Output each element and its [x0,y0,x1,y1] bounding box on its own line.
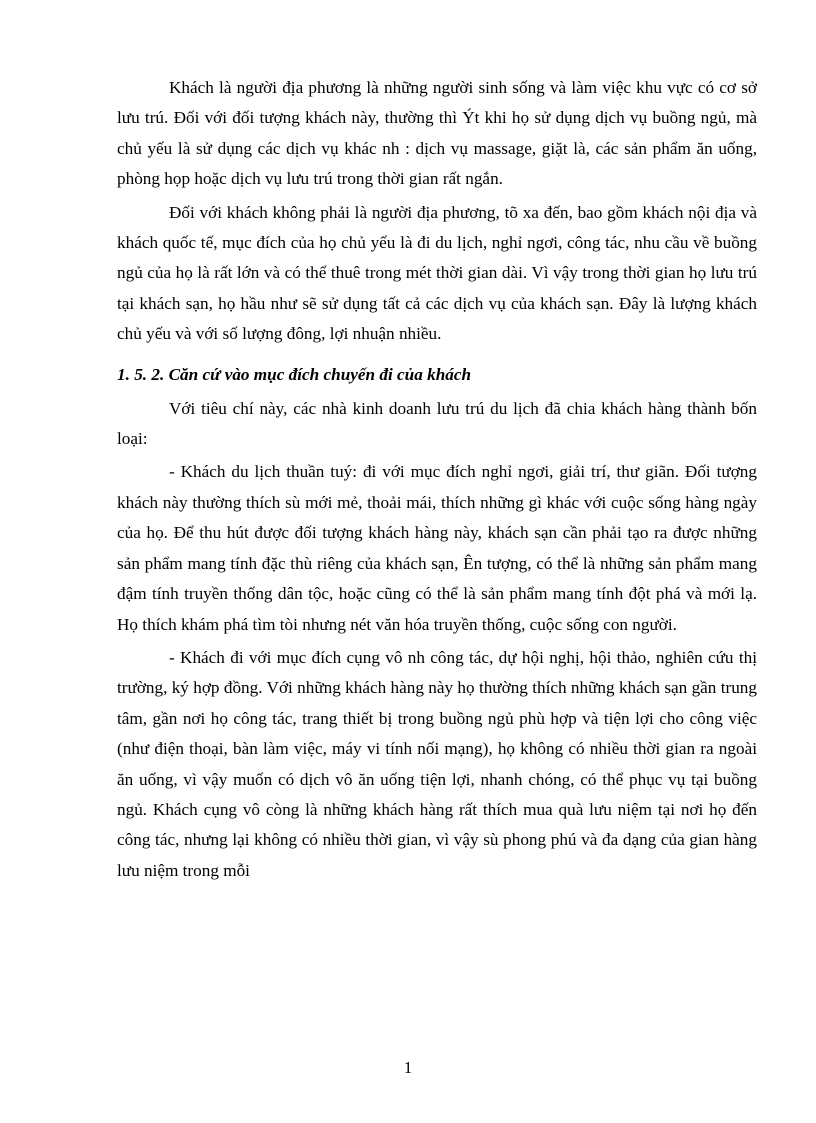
paragraph-business-guests: - Khách đi với mục đích cụng vô nh công tác, dự hội nghị, hội thảo, nghiên cứu thị trường, ký hợp đồng. Với những khách hàng này họ thường thích những khách sạn gần trung tâm, gần nơi họ công tác, trang thiết bị trong buồng ngủ phù hợp và tiện lợi cho công việc (như điện thoại, bàn làm việc, máy vi tính nối mạng), họ không có nhiều thời gian ra ngoài ăn uống, vì vậy muốn có dịch vô ăn uống tiện lợi, nhanh chóng, có thể phục vụ tại buồng ngủ. Khách cụng vô còng là những khách hàng rất thích mua quà lưu niệm tại nơi họ đến công tác, nhưng lại không có nhiều thời gian, vì vậy sù phong phú và đa dạng của gian hàng lưu niệm trong mỗi [117,647,757,880]
paragraph-leisure-guests: - Khách du lịch thuần tuý: đi với mục đích nghỉ ngơi, giải trí, thư giãn. Đối tượng khách này thường thích sù mới mẻ, thoải mái, thích những gì khác với cuộc sống hàng ngày của họ. Để thu hút được đối tượng khách hàng này, khách sạn cần phải tạo ra được những sản phẩm mang tính đặc thù riêng của khách sạn, Ên tượng, có thể là những sản phẩm mang đậm tính truyền thống dân tộc, hoặc cũng có thể là sản phẩm mang tính đột phá và mới lạ. Họ thích khám phá tìm tòi nhưng nét văn hóa truyền thống, cuộc sống con người. [117,462,757,634]
paragraph-local-guests: Khách là người địa phương là những người sinh sống và làm việc khu vực có cơ sở lưu trú. Đối với đối tượng khách này, thường thì Ýt khi họ sử dụng dịch vụ buồng ngủ, mà chủ yếu là sử dụng các dịch vụ khác nh : dịch vụ massage, giặt là, các sản phẩm ăn uống, phòng họp hoặc dịch vụ lưu trú trong thời gian rất ngắn. [117,78,757,189]
document-body [117,73,757,886]
paragraph-non-local-guests: Đối với khách không phải là người địa phương, tõ xa đến, bao gồm khách nội địa và khách quốc tế, mục đích của họ chủ yếu là đi du lịch, nghỉ ngơi, công tác, nhu cầu về buồng ngủ của họ là rất lớn và có thể thuê trong mét thời gian dài. Vì vậy trong thời gian họ lưu trú tại khách sạn, họ hầu như sẽ sử dụng tất cả các dịch vụ của khách sạn. Đây là lượng khách chủ yếu và với số lượng đông, lợi nhuận nhiều. [117,202,757,344]
page-number: 1 [403,1058,413,1077]
section-heading: 1. 5. 2. Căn cứ vào mục đích chuyến đi của khách [117,364,472,384]
paragraph-criteria-intro: Với tiêu chí này, các nhà kinh doanh lưu trú du lịch đã chia khách hàng thành bốn loại: [117,398,757,449]
